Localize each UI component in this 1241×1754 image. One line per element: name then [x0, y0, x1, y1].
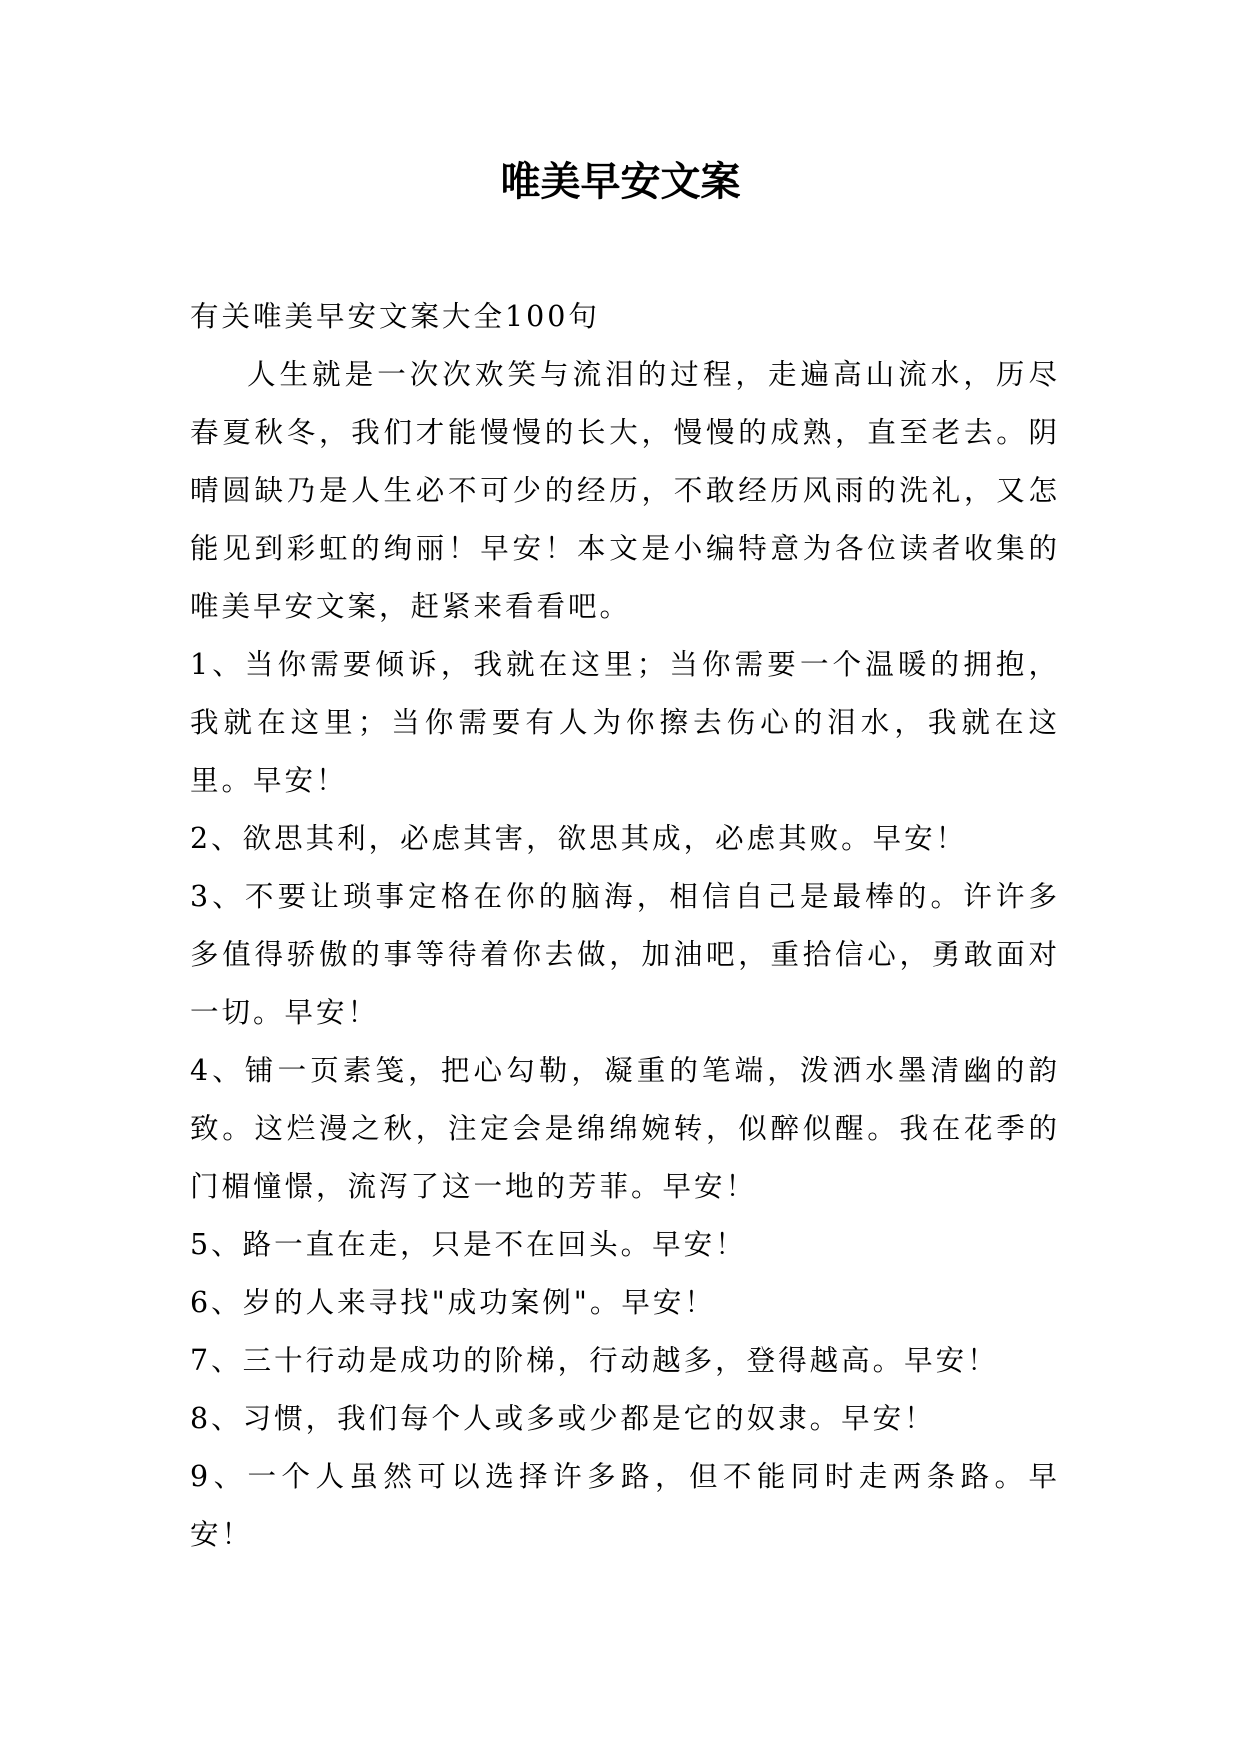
list-item: 8、习惯，我们每个人或多或少都是它的奴隶。早安！: [190, 1402, 936, 1435]
document-body: [190, 288, 1060, 1564]
list-item: 4、铺一页素笺，把心勾勒，凝重的笔端，泼洒水墨清幽的韵致。这烂漫之秋，注定会是绵绵婉转，似醉似醒。我在花季的门楣憧憬，流泻了这一地的芳菲。早安！: [190, 1054, 1060, 1203]
intro-paragraph: 人生就是一次次欢笑与流泪的过程，走遍高山流水，历尽春夏秋冬，我们才能慢慢的长大，慢慢的成熟，直至老去。阴晴圆缺乃是人生必不可少的经历，不敢经历风雨的洗礼，又怎能见到彩虹的绚丽！早安！本文是小编特意为各位读者收集的唯美早安文案，赶紧来看看吧。: [190, 358, 1060, 623]
document-subtitle: 有关唯美早安文案大全100句: [190, 300, 600, 333]
list-item: 5、路一直在走，只是不在回头。早安！: [190, 1228, 747, 1261]
list-item: 6、岁的人来寻找"成功案例"。早安！: [190, 1286, 716, 1319]
list-item: 3、不要让琐事定格在你的脑海，相信自己是最棒的。许许多多值得骄傲的事等待着你去做，加油吧，重拾信心，勇敢面对一切。早安！: [190, 880, 1060, 1029]
list-item: 7、三十行动是成功的阶梯，行动越多，登得越高。早安！: [190, 1344, 999, 1377]
list-item: 2、欲思其利，必虑其害，欲思其成，必虑其败。早安！: [190, 822, 968, 855]
document-title: 唯美早安文案: [500, 159, 741, 205]
list-item: 1、当你需要倾诉，我就在这里；当你需要一个温暖的拥抱，我就在这里；当你需要有人为你擦去伤心的泪水，我就在这里。早安！: [190, 648, 1060, 797]
list-item: 9、一个人虽然可以选择许多路，但不能同时走两条路。早安！: [190, 1460, 1060, 1551]
